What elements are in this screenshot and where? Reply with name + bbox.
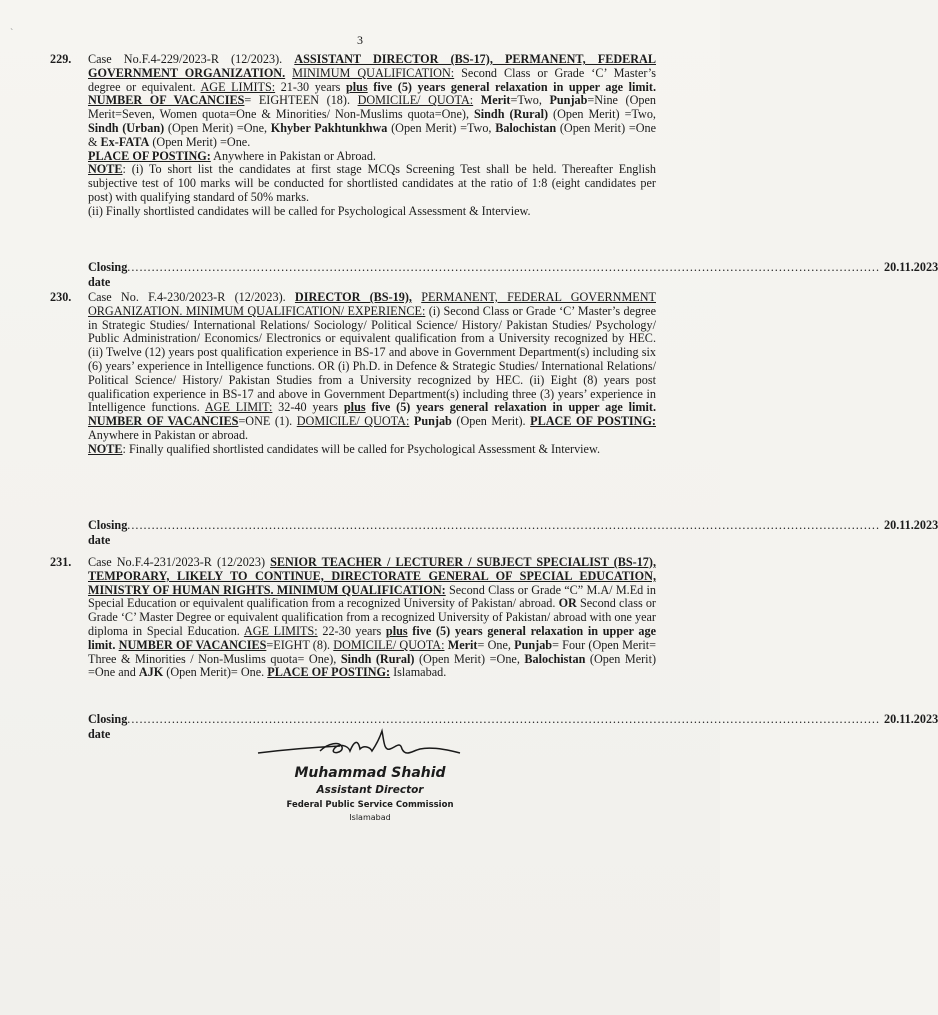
text: (Open Merit) =Two, — [548, 107, 656, 122]
text: Second Class or Grade ‘C’ Master’s degree or equivalent. — [88, 65, 657, 94]
text: =Two, — [510, 93, 550, 108]
domicile-heading: DOMICILE/ QUOTA: — [296, 414, 410, 429]
closing-label: Closing date — [88, 712, 128, 741]
entry-number: 229. — [50, 52, 72, 66]
note-paragraph — [88, 163, 656, 204]
post-title: DIRECTOR (BS-19), — [294, 290, 412, 304]
entry-231 — [50, 555, 657, 680]
post-title: SENIOR TEACHER / LECTURER / SUBJECT SPECIALIST (BS-17), TEMPORARY, LIKELY TO CONTINUE, DIRECTORATE GENERAL OF SPECIAL EDUCATION, MINISTRY OF HUMAN RIGHTS. MINIMUM QUALIFICATION: — [88, 555, 656, 597]
qualification-heading: MINIMUM QUALIFICATION: — [292, 65, 455, 80]
posting-value: Islamabad. — [390, 665, 447, 680]
closing-date: 20.11.2023 — [884, 518, 938, 532]
domicile-heading: DOMICILE/ QUOTA: — [357, 93, 474, 108]
leader-dots: .......................................................................................................................................................................................... — [127, 518, 881, 532]
vacancies-heading: NUMBER OF VACANCIES — [88, 414, 239, 429]
text — [412, 290, 421, 304]
vacancies-heading: NUMBER OF VACANCIES — [88, 93, 245, 108]
note-heading: NOTE — [88, 441, 123, 456]
text: Second class or Grade ‘C’ Master Degree or equivalent qualification from a recognized University of Pakistan/ abroad with one year diploma in Special Education. — [88, 596, 656, 638]
text: = EIGHTEEN (18). — [244, 93, 358, 108]
quota-label: Merit — [480, 93, 511, 108]
plus-word: plus — [343, 400, 366, 415]
relaxation-text: five (5) years general relaxation in upper age limit. — [88, 623, 656, 652]
plus-word: plus — [346, 79, 368, 94]
text: (Open Merit) =One & — [88, 120, 656, 149]
quota-label: Khyber Pakhtunkhwa — [270, 120, 388, 135]
text: (Open Merit). — [451, 414, 531, 429]
relaxation-text: five (5) years general relaxation in upper age limit. — [367, 79, 657, 94]
relaxation-text: five (5) years general relaxation in upper age limit. — [365, 400, 656, 415]
text: 22-30 years — [317, 623, 386, 638]
text: =EIGHT (8). — [266, 637, 334, 652]
signatory-organization: Federal Public Service Commission — [286, 800, 454, 810]
text: 32-40 years — [272, 400, 344, 415]
entry-number: 231. — [50, 555, 72, 569]
entry-body — [88, 556, 656, 680]
entry-paragraph — [88, 53, 656, 150]
entry-paragraph — [88, 291, 656, 443]
closing-label: Closing date — [88, 260, 128, 289]
posting-heading: PLACE OF POSTING: — [88, 148, 211, 163]
quota-label: Merit — [447, 637, 478, 652]
closing-date-230 — [88, 518, 938, 548]
posting-line — [88, 150, 656, 164]
age-heading: AGE LIMIT: — [204, 400, 273, 415]
text: =Nine (Open Merit=Seven, Women quota=One & Minorities/ Non-Muslims quota=One), — [88, 93, 656, 122]
vacancies-heading: NUMBER OF VACANCIES — [118, 637, 267, 652]
entry-body — [88, 53, 656, 219]
entry-number: 230. — [50, 290, 72, 304]
age-heading: AGE LIMITS: — [243, 623, 318, 638]
quota-label: Ex-FATA — [100, 134, 150, 149]
closing-date: 20.11.2023 — [884, 712, 938, 726]
quota-label: Sindh (Rural) — [473, 107, 549, 122]
posting-heading: PLACE OF POSTING: — [267, 665, 391, 680]
text: Second Class or Grade “C” M.A/ M.Ed in Special Education or equivalent qualification from a recognized University of Pakistan/ abroad. — [88, 582, 656, 611]
text: = One, — [477, 637, 515, 652]
text: (i) Second Class or Grade ‘C’ Master’s degree in Strategic Studies/ International Relations/ Sociology/ Political Science/ History/ Pakistan Studies/ Psychology/ Public Administration/ Economics/ Electronics or equivalent qualification from a University recognized by HEC. (ii) Twelve (12) years post qualification experience in BS-17 and above in Government Department(s) including six (6) years’ experience in Intelligence functions. OR (i) Ph.D. in Defence & Strategic Studies/ International Relations/ Political Science/ History/ Pakistan Studies from a University recognized by HEC. (ii) Eight (8) years post qualification experience in BS-17 and above in Government Department(s) including three (3) years’ experience in Intelligence functions. — [88, 303, 656, 415]
domicile-heading: DOMICILE/ QUOTA: — [333, 637, 445, 652]
signatory-city: Islamabad — [349, 813, 391, 822]
text: =ONE (1). — [238, 414, 297, 429]
entry-230 — [50, 290, 656, 457]
text: (Open Merit) =One. — [149, 134, 251, 149]
age-heading: AGE LIMITS: — [200, 79, 276, 94]
text — [473, 93, 481, 107]
closing-date: 20.11.2023 — [884, 260, 938, 274]
note-text: (ii) Finally shortlisted candidates will be called for Psychological Assessment & Interview. — [88, 203, 531, 218]
closing-label: Closing date — [88, 518, 128, 547]
posting-value: Anywhere in Pakistan or Abroad. — [210, 148, 376, 163]
entry-229 — [50, 52, 657, 219]
quota-label: Sindh (Rural) — [340, 651, 415, 666]
note-paragraph — [88, 205, 656, 219]
signatory-title: Assistant Director — [316, 784, 424, 796]
quota-label: Punjab — [413, 414, 452, 429]
text: = Four (Open Merit= Three & Minorities / Non-Muslims quota= One), — [88, 637, 657, 666]
quota-label: Punjab — [514, 637, 553, 652]
posting-heading: PLACE OF POSTING: — [530, 414, 656, 429]
text: 21-30 years — [275, 79, 346, 94]
quota-label: Balochistan — [495, 120, 557, 135]
case-number: Case No.F.4-231/2023-R (12/2023) — [88, 555, 271, 569]
note-heading: NOTE — [88, 162, 123, 177]
text: (Open Merit)= One. — [163, 665, 268, 680]
entry-body — [88, 291, 656, 457]
quota-label: Punjab — [549, 93, 588, 108]
text: (Open Merit) =One, — [164, 120, 271, 135]
scan-mark: ` — [10, 28, 14, 39]
or-word: OR — [558, 596, 577, 611]
case-number: Case No. F.4-230/2023-R (12/2023). — [88, 290, 295, 304]
page-number: 3 — [357, 33, 363, 47]
entry-paragraph — [88, 556, 656, 680]
case-number: Case No.F.4-229/2023-R (12/2023). — [88, 52, 295, 66]
signatory-name: Muhammad Shahid — [294, 765, 446, 781]
text: (Open Merit) =One, — [414, 651, 525, 666]
qualification-heading: PERMANENT, FEDERAL GOVERNMENT ORGANIZATION. MINIMUM QUALIFICATION/ EXPERIENCE: — [88, 290, 656, 318]
closing-date-229 — [88, 260, 938, 290]
text: (Open Merit) =Two, — [387, 120, 496, 135]
leader-dots: .......................................................................................................................................................................................... — [127, 712, 881, 726]
quota-label: Sindh (Urban) — [88, 120, 165, 135]
note-text: : (i) To short list the candidates at first stage MCQs Screening Test shall be held. Thereafter English subjective test of 100 marks will be conducted for shortlisted candidates at the ratio of 1:8 (eight candidates per post) with qualifying standard of 50% marks. — [88, 162, 656, 204]
leader-dots: .......................................................................................................................................................................................... — [127, 260, 881, 274]
plus-word: plus — [385, 623, 408, 638]
note-text: : Finally qualified shortlisted candidates will be called for Psychological Assessment & Interview. — [122, 441, 601, 456]
note-paragraph — [88, 443, 656, 457]
text: (Open Merit) =One and — [88, 651, 657, 680]
post-title: ASSISTANT DIRECTOR (BS-17), PERMANENT, FEDERAL GOVERNMENT ORGANIZATION. — [88, 52, 656, 80]
quota-label: AJK — [138, 665, 164, 680]
posting-value: Anywhere in Pakistan or abroad. — [88, 427, 249, 442]
quota-label: Balochistan — [524, 651, 586, 666]
